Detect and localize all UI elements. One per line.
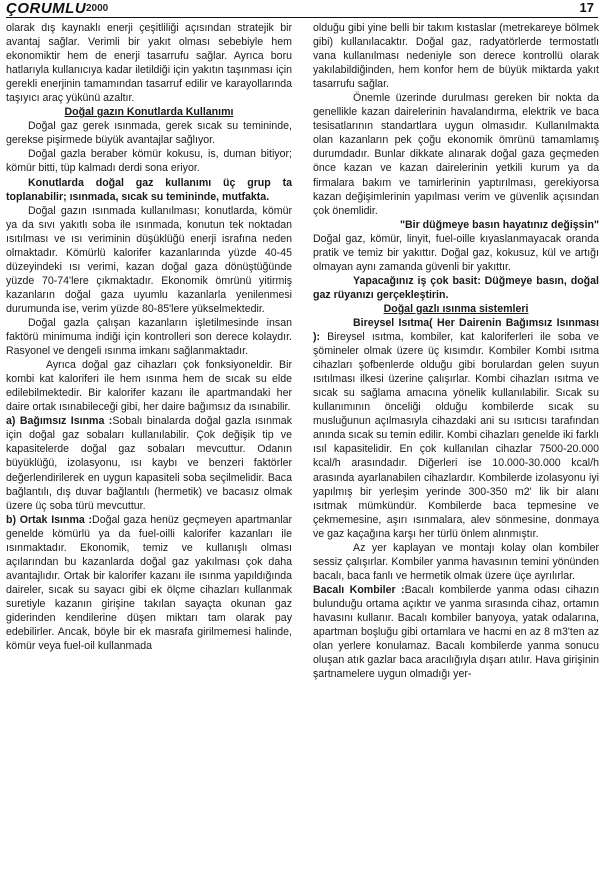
run-in-heading: Bireysel Isıtma( Her Dairenin Bağımsız Isınması ):: [313, 316, 599, 344]
paragraph-text: Doğal gaza henüz geçmeyen apartmanlar genelde kömürlü ya da fuel-oilli kalorifer kazanları ile ısınmaktadır. Ekonomik, temiz ve kullanışlı olması açılarından bu kazanlarda doğal gaz yakılması çok daha avantajlıdır. Ortak bir kalorifer kazanı ile ısınma yapıldığında daireler, sıcak su sayacı gibi ek ölçme cihazları kullanmak suretiyle kazanın girişine takılan sayaçta okunan gaz giderinden kendilerine düşen miktarı tam olarak pay edebilirler. Ancak, böyle bir ek masrafa girilmemesi halinde, kömür veya fuel-oil kullanmada: [6, 513, 292, 653]
right-column: [313, 21, 599, 681]
paragraph: Doğal gaz gerek ısınmada, gerek sıcak su temininde, gerekse pişirmede büyük avantajlar sağlıyor.: [6, 120, 292, 147]
paragraph: Doğal gaz, kömür, linyit, fuel-oille kıyaslanmayacak oranda pratik ve temiz bir yakıttır. Doğal gaz, kokusuz, kül ve artığı olmayan aynı zamanda güvenli bir yakıttır.: [313, 232, 599, 273]
page-header: [0, 0, 604, 18]
paragraph: Az yer kaplayan ve montajı kolay olan kombiler sessiz çalışırlar. Kombiler yanma havasının temini yönünden bacalı, baca fanlı ve hermetik olmak üzere üçe ayrılırlar.: [313, 541, 599, 582]
bold-heading: Yapacağınız iş çok basit: Düğmeye basın, doğal gaz rüyanızı gerçekleştirin.: [313, 274, 599, 301]
issue-year: 2000: [86, 3, 109, 14]
paragraph-text: Sobalı binalarda doğal gazla ısınmak için doğal gaz sobaları kullanılabilir. Çok değişik tip ve kapasitelerde doğal gaz sobaları mevcuttur. Odanın büyüklüğü, izolasyonu, ısı kaybı ve benzeri faktörler değerlendirilerek en uygun kapasiteli soba seçilmelidir. Baca bağlantılı, dış duvar bağlantılı (hermetik) ve bacasız olmak üzere üç soba türü mevcuttur.: [6, 415, 292, 512]
paragraph: [6, 414, 292, 512]
paragraph: Doğal gazla beraber kömür kokusu, is, duman bitiyor; kömür bitti, tüp kalmadı derdi sona eriyor.: [6, 148, 292, 175]
paragraph: Ayrıca doğal gaz cihazları çok fonksiyoneldir. Bir kombi kat kaloriferi ile hem ısınma hem de sıcak su elde edilebilmektedir. Bir kalorifer kazanı ile apartmandaki her daire ortak ısınabileceği gibi, her daire bağımsız da ısınabilir.: [6, 359, 292, 414]
paragraph: [6, 513, 292, 653]
run-in-heading: Bacalı Kombiler :: [313, 583, 405, 596]
masthead: ÇORUMLU: [6, 0, 87, 17]
bold-heading: Konutlarda doğal gaz kullanımı üç grup ta toplanabilir; ısınmada, sıcak su temininde, mutfakta.: [6, 176, 292, 203]
paragraph: olduğu gibi yine belli bir takım kıstaslar (metrekareye bölmek gibi) kullanılacaktır. Doğal gaz, radyatörlerde termostatlı vana kullanılması nedeniyle son derece kontrollü olarak yakılabildiğinden, hem konfor hem de büyük miktarda yakıt tasarrufu sağlar.: [313, 22, 599, 91]
paragraph: [313, 583, 599, 681]
paragraph: Doğal gazla çalışan kazanların işletilmesinde insan faktörü minimuma indiği için kontrolleri son derece kolaydır. Rasyonel ve dengeli ısınma imkanı sağlanmaktadır.: [6, 316, 292, 358]
paragraph: Önemle üzerinde durulması gereken bir nokta da genellikle kazan dairelerinin havalandırma, elektrik ve baca tesisatlarının standartlara uygun olmasıdır. Kullanılmakta olan kazanların pek çoğu ekonomik ömrünü tamamlamış durumdadır. Bunlar dikkate alınarak doğal gaza geçmeden önce kazan ve kazan dairelerinin yetkili kurum ya da firmalara bakım ve tamirlerinin yaptırılması, gerekiyorsa kazan değişimlerinin yapılması verim ve güvenlik açısından çok önemlidir.: [313, 92, 599, 217]
section-heading: Doğal gazlı ısınma sistemleri: [383, 302, 529, 315]
page-number: 17: [579, 0, 594, 15]
paragraph-text: Bacalı kombilerde yanma odası cihazın bulunduğu ortama açıktır ve yanma sırasında cihaz, ortamın havasını kullanır. Bacalı kombiler banyoya, yatak odalarına, apartman boşluğu gibi ortamlara ve hacmi en az 8 m3'ten az olan yerlere konulamaz. Bacalı kombilerde yanma sonucu oluşan atık gazlar baca aracılığıyla dışarı atılır. Hava girişinin şartnamelere uygun olmadığı yer-: [313, 583, 599, 681]
header-rule: [6, 17, 598, 18]
paragraph-text: Bireysel ısıtma, kombiler, kat kaloriferleri ile soba ve şömineler olmak üzere üç kısımdır. Kombiler Kombi ısıtma cihazları şofbenlerde olduğu gibi borulardan gelen suyun ısıtılması ilkesi üzerine çalışırlar. Kombi cihazları ısıtma ve sıcak su sağlama amacına yönelik kullanılabilir. Sıcak su kullanımının önceliği olduğu kombilerde sıcak su musluğunun açılmasıyla cihazdaki ani su ısıtıcısı tarafından anında sıcak su temin edilir. Kombi cihazları genelde iki farklı ısıl kapasitelidir. En çok kullanılan cihazlar 7500-20.000 kcal/h arasındadır. Diğerleri ise 10.000-30.000 kcal/h arasında ayarlanabilen cihazlardır. Kombilerde izolasyonu iyi yapılmış bir yerleşim yerinde 300-350 m2' lik bir alanı ısıtmak mümkündür. Kombilerde baca tepmesine ve çekmemesine, aşırı ısınmalara, alev sönmesine, donmaya ve gaz kaçağına karşı her türlü önlem alınmıştır.: [313, 331, 599, 540]
paragraph: [313, 316, 599, 541]
run-in-heading: b) Ortak Isınma :: [6, 513, 93, 526]
section-heading: Doğal gazın Konutlarda Kullanımı: [64, 106, 234, 119]
paragraph: olarak dış kaynaklı enerji çeşitliliği açısından stratejik bir avantaj sağlar. Verimli bir yakıt olması sebebiyle hem ekonomiktir hem de enerji tasarrufu sağlar. Ayrıca boru hatlarıyla kullanıcıya kadar iletildiği için yakıtın taşınması için gerekli enerjinin tamamından tasarruf edilir ve karayollarında taşıyıcı araç yükünü azaltır.: [6, 22, 292, 105]
pull-quote: "Bir düğmeye basın hayatınız değişsin": [399, 218, 599, 231]
run-in-heading: a) Bağımsız Isınma :: [6, 415, 113, 428]
paragraph: Doğal gazın ısınmada kullanılması; konutlarda, kömür ya da sıvı yakıtlı soba ile ısınmada, konutun tek noktadan ısıtılması ve ısı veriminin düşüklüğü enerji israfına neden olmaktadır. Kömürlü kalorifer kazanlarında yüzde 40-45 düzeyindeki ısı verimi, kazan doğal gaza dönüştüğünde yüzde 70-74'lere çıkmaktadır. Ekonomik ömrünü yitirmiş kazanların doğal gaza uyumlu kazanlarla yenilenmesi durumunda ise, verim yüzde 80-85'lere yükselmektedir.: [6, 204, 292, 315]
left-column: [6, 21, 292, 653]
